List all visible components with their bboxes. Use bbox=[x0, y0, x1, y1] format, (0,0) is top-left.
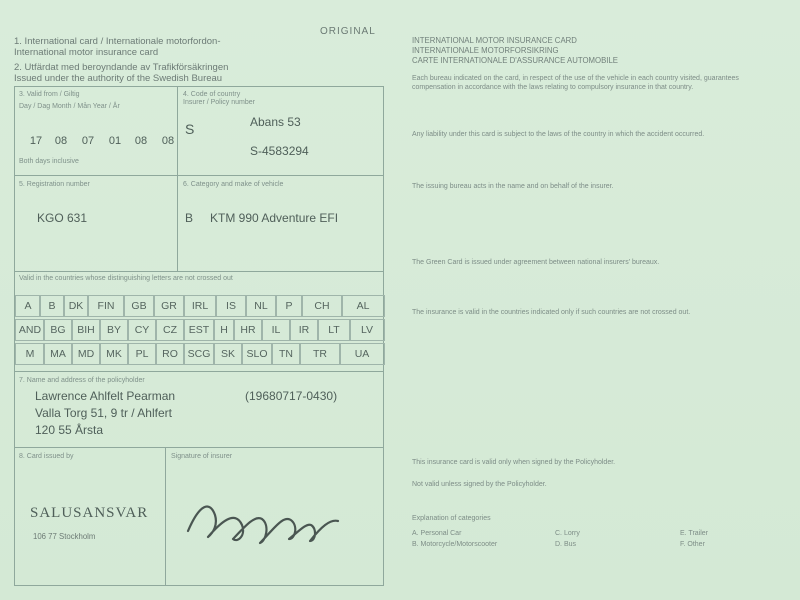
country-code-cell: UA bbox=[339, 343, 385, 365]
country-code-cell: GB bbox=[123, 295, 155, 317]
country-code-cell: MK bbox=[99, 343, 129, 365]
grid-divider-2 bbox=[15, 271, 383, 272]
country-code-cell: MD bbox=[71, 343, 101, 365]
policyholder-address-1: Valla Torg 51, 9 tr / Ahlfert bbox=[35, 406, 172, 420]
country-code-cell: PL bbox=[127, 343, 157, 365]
country-code-cell: LV bbox=[349, 319, 385, 341]
validity-title: 3. Valid from / Giltig bbox=[19, 91, 80, 98]
country-code-cell: IS bbox=[215, 295, 247, 317]
country-code-cell: BG bbox=[43, 319, 73, 341]
legend-item-e: E. Trailer bbox=[680, 530, 709, 537]
insurer-title: Insurer / Policy number bbox=[183, 99, 255, 106]
country-code-cell: FIN bbox=[87, 295, 125, 317]
country-code-cell: CH bbox=[301, 295, 343, 317]
registration-value: KGO 631 bbox=[37, 211, 88, 225]
country-code-cell: M bbox=[15, 343, 45, 365]
right-paragraph-4: The Green Card is issued under agreement between national insurers' bureaux. bbox=[412, 259, 660, 266]
policyholder-address-2: 120 55 Årsta bbox=[35, 423, 104, 437]
country-code-cell: CY bbox=[127, 319, 157, 341]
policyholder-name: Lawrence Ahlfelt Pearman bbox=[35, 389, 176, 403]
validity-subtitle: Day / Dag Month / Mån Year / År bbox=[19, 103, 120, 110]
country-code-cell: IRL bbox=[183, 295, 217, 317]
country-code-cell: AL bbox=[341, 295, 385, 317]
legend-item-a: A. Personal Car bbox=[412, 530, 462, 537]
registration-title: 5. Registration number bbox=[19, 181, 90, 188]
country-code-cell: IL bbox=[261, 319, 291, 341]
header-line-2b: Issued under the authority of the Swedish Bureau bbox=[14, 73, 223, 84]
country-code-cell: IR bbox=[289, 319, 319, 341]
country-code-cell: DK bbox=[63, 295, 89, 317]
legend-item-c: C. Lorry bbox=[555, 530, 580, 537]
footer-line-2: Not valid unless signed by the Policyholder. bbox=[412, 481, 547, 488]
date-day-from: 17 bbox=[29, 135, 43, 147]
country-code-cell: P bbox=[275, 295, 303, 317]
country-code-cell: BIH bbox=[71, 319, 101, 341]
insurer-value-1: Abans 53 bbox=[250, 115, 301, 129]
insurer-logo: SALUSANSVAR bbox=[30, 505, 149, 521]
validity-note: Both days inclusive bbox=[19, 158, 79, 165]
country-code-cell: H bbox=[213, 319, 235, 341]
country-code-value: S bbox=[185, 121, 195, 137]
country-code-cell: EST bbox=[183, 319, 215, 341]
country-code-cell: LT bbox=[317, 319, 351, 341]
signature-mark bbox=[180, 485, 350, 555]
country-code-cell: RO bbox=[155, 343, 185, 365]
country-code-cell: MA bbox=[43, 343, 73, 365]
date-day-to: 01 bbox=[108, 135, 122, 147]
header-line-2: 2. Utfärdat med beroyndande av Trafikförsäkringen bbox=[14, 62, 229, 73]
country-code-cell: AND bbox=[15, 319, 45, 341]
right-header-1: INTERNATIONAL MOTOR INSURANCE CARD bbox=[412, 36, 577, 45]
grid-separator-2 bbox=[177, 175, 178, 271]
category-letter: B bbox=[185, 211, 194, 225]
country-code-cell: CZ bbox=[155, 319, 185, 341]
country-code-cell: SCG bbox=[183, 343, 215, 365]
country-code-cell: TR bbox=[299, 343, 341, 365]
countries-note: Valid in the countries whose distinguishing letters are not crossed out bbox=[19, 275, 233, 282]
country-codes-grid bbox=[15, 295, 383, 369]
date-year-from: 07 bbox=[81, 135, 95, 147]
issuer-title: 8. Card issued by bbox=[19, 453, 74, 460]
legend-item-f: F. Other bbox=[680, 541, 705, 548]
legend-title: Explanation of categories bbox=[412, 515, 491, 522]
insurer-value-2: S-4583294 bbox=[250, 144, 309, 158]
grid-divider-4 bbox=[15, 447, 383, 448]
country-code-cell: SLO bbox=[241, 343, 273, 365]
country-code-cell: SK bbox=[213, 343, 243, 365]
legend-item-d: D. Bus bbox=[555, 541, 577, 548]
country-code-cell: GR bbox=[153, 295, 185, 317]
grid-divider bbox=[15, 175, 383, 176]
grid-separator-3 bbox=[165, 447, 166, 585]
footer-line-1: This insurance card is valid only when signed by the Policyholder. bbox=[412, 459, 616, 466]
right-header-3: CARTE INTERNATIONALE D'ASSURANCE AUTOMOBILE bbox=[412, 56, 618, 65]
right-paragraph-3: The issuing bureau acts in the name and on behalf of the insurer. bbox=[412, 183, 614, 190]
right-paragraph-2: Any liability under this card is subject to the laws of the country in which the accident occurred. bbox=[412, 131, 705, 138]
country-code-cell: TN bbox=[271, 343, 301, 365]
right-paragraph-5: The insurance is valid in the countries indicated only if such countries are not crossed out. bbox=[412, 309, 691, 316]
right-header-2: INTERNATIONALE MOTORFORSIKRING bbox=[412, 46, 559, 55]
date-year-to: 08 bbox=[161, 135, 175, 147]
grid-divider-3 bbox=[15, 371, 383, 372]
signature-title: Signature of insurer bbox=[171, 453, 233, 460]
policyholder-id: (19680717-0430) bbox=[245, 389, 338, 403]
country-code-cell: HR bbox=[233, 319, 263, 341]
vehicle-title: 6. Category and make of vehicle bbox=[183, 181, 284, 188]
country-code-title: 4. Code of country bbox=[183, 91, 241, 98]
country-code-cell: NL bbox=[245, 295, 277, 317]
policyholder-title: 7. Name and address of the policyholder bbox=[19, 377, 145, 384]
header-line-1: 1. International card / Internationale motorfordon- bbox=[14, 36, 221, 47]
date-month-to: 08 bbox=[134, 135, 148, 147]
country-code-cell: B bbox=[39, 295, 65, 317]
legend-item-b: B. Motorcycle/Motorscooter bbox=[412, 541, 498, 548]
insurer-postal: 106 77 Stockholm bbox=[33, 532, 96, 541]
country-code-cell: BY bbox=[99, 319, 129, 341]
vehicle-value: KTM 990 Adventure EFI bbox=[210, 211, 339, 225]
right-paragraph-1: Each bureau indicated on the card, in respect of the use of the vehicle in each country visited, guarantees compensation in accordance with the laws relating to compulsory insurance in that country. bbox=[412, 75, 739, 91]
country-code-cell: A bbox=[15, 295, 41, 317]
document-original-label: ORIGINAL bbox=[320, 26, 376, 37]
header-line-1b: International motor insurance card bbox=[14, 47, 159, 58]
date-month-from: 08 bbox=[54, 135, 68, 147]
